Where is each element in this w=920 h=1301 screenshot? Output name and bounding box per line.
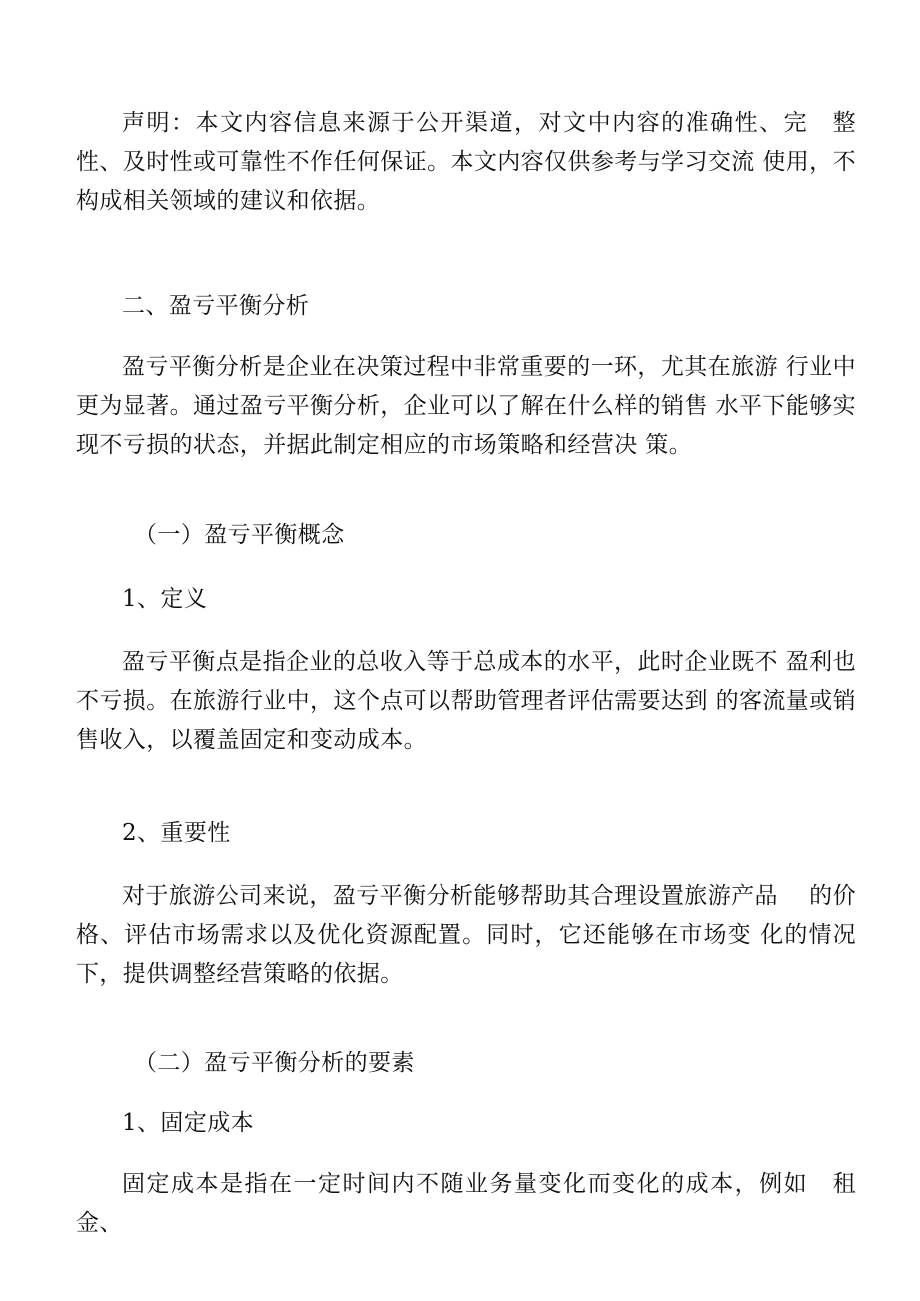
subsection-heading-concept: （一）盈亏平衡概念	[134, 522, 345, 548]
item-heading-fixed-cost: 1、固定成本	[122, 1110, 255, 1136]
item-heading-definition: 1、定义	[122, 586, 208, 612]
section-heading: 二、盈亏平衡分析	[122, 293, 310, 319]
item-heading-importance: 2、重要性	[122, 820, 231, 846]
disclaimer-paragraph: 声明：本文内容信息来源于公开渠道，对文中内容的准确性、完 整性、及时性或可靠性不作任何保证。本文内容仅供参考与学习交流 使用，不构成相关领域的建议和依据。	[76, 110, 856, 214]
section-intro-paragraph: 盈亏平衡分析是企业在决策过程中非常重要的一环，尤其在旅游 行业中更为显著。通过盈亏平衡分析，企业可以了解在什么样的销售 水平下能够实现不亏损的状态，并据此制定相应的市场策略和经营决 策。	[76, 354, 856, 458]
definition-paragraph: 盈亏平衡点是指企业的总收入等于总成本的水平，此时企业既不 盈利也不亏损。在旅游行业中，这个点可以帮助管理者评估需要达到 的客流量或销售收入，以覆盖固定和变动成本。	[76, 649, 856, 753]
importance-paragraph: 对于旅游公司来说，盈亏平衡分析能够帮助其合理设置旅游产品 的价格、评估市场需求以及优化资源配置。同时，它还能够在市场变 化的情况下，提供调整经营策略的依据。	[76, 883, 856, 987]
subsection-heading-elements: （二）盈亏平衡分析的要素	[134, 1050, 415, 1076]
fixed-cost-paragraph: 固定成本是指在一定时间内不随业务量变化而变化的成本，例如 租金、	[76, 1171, 856, 1236]
